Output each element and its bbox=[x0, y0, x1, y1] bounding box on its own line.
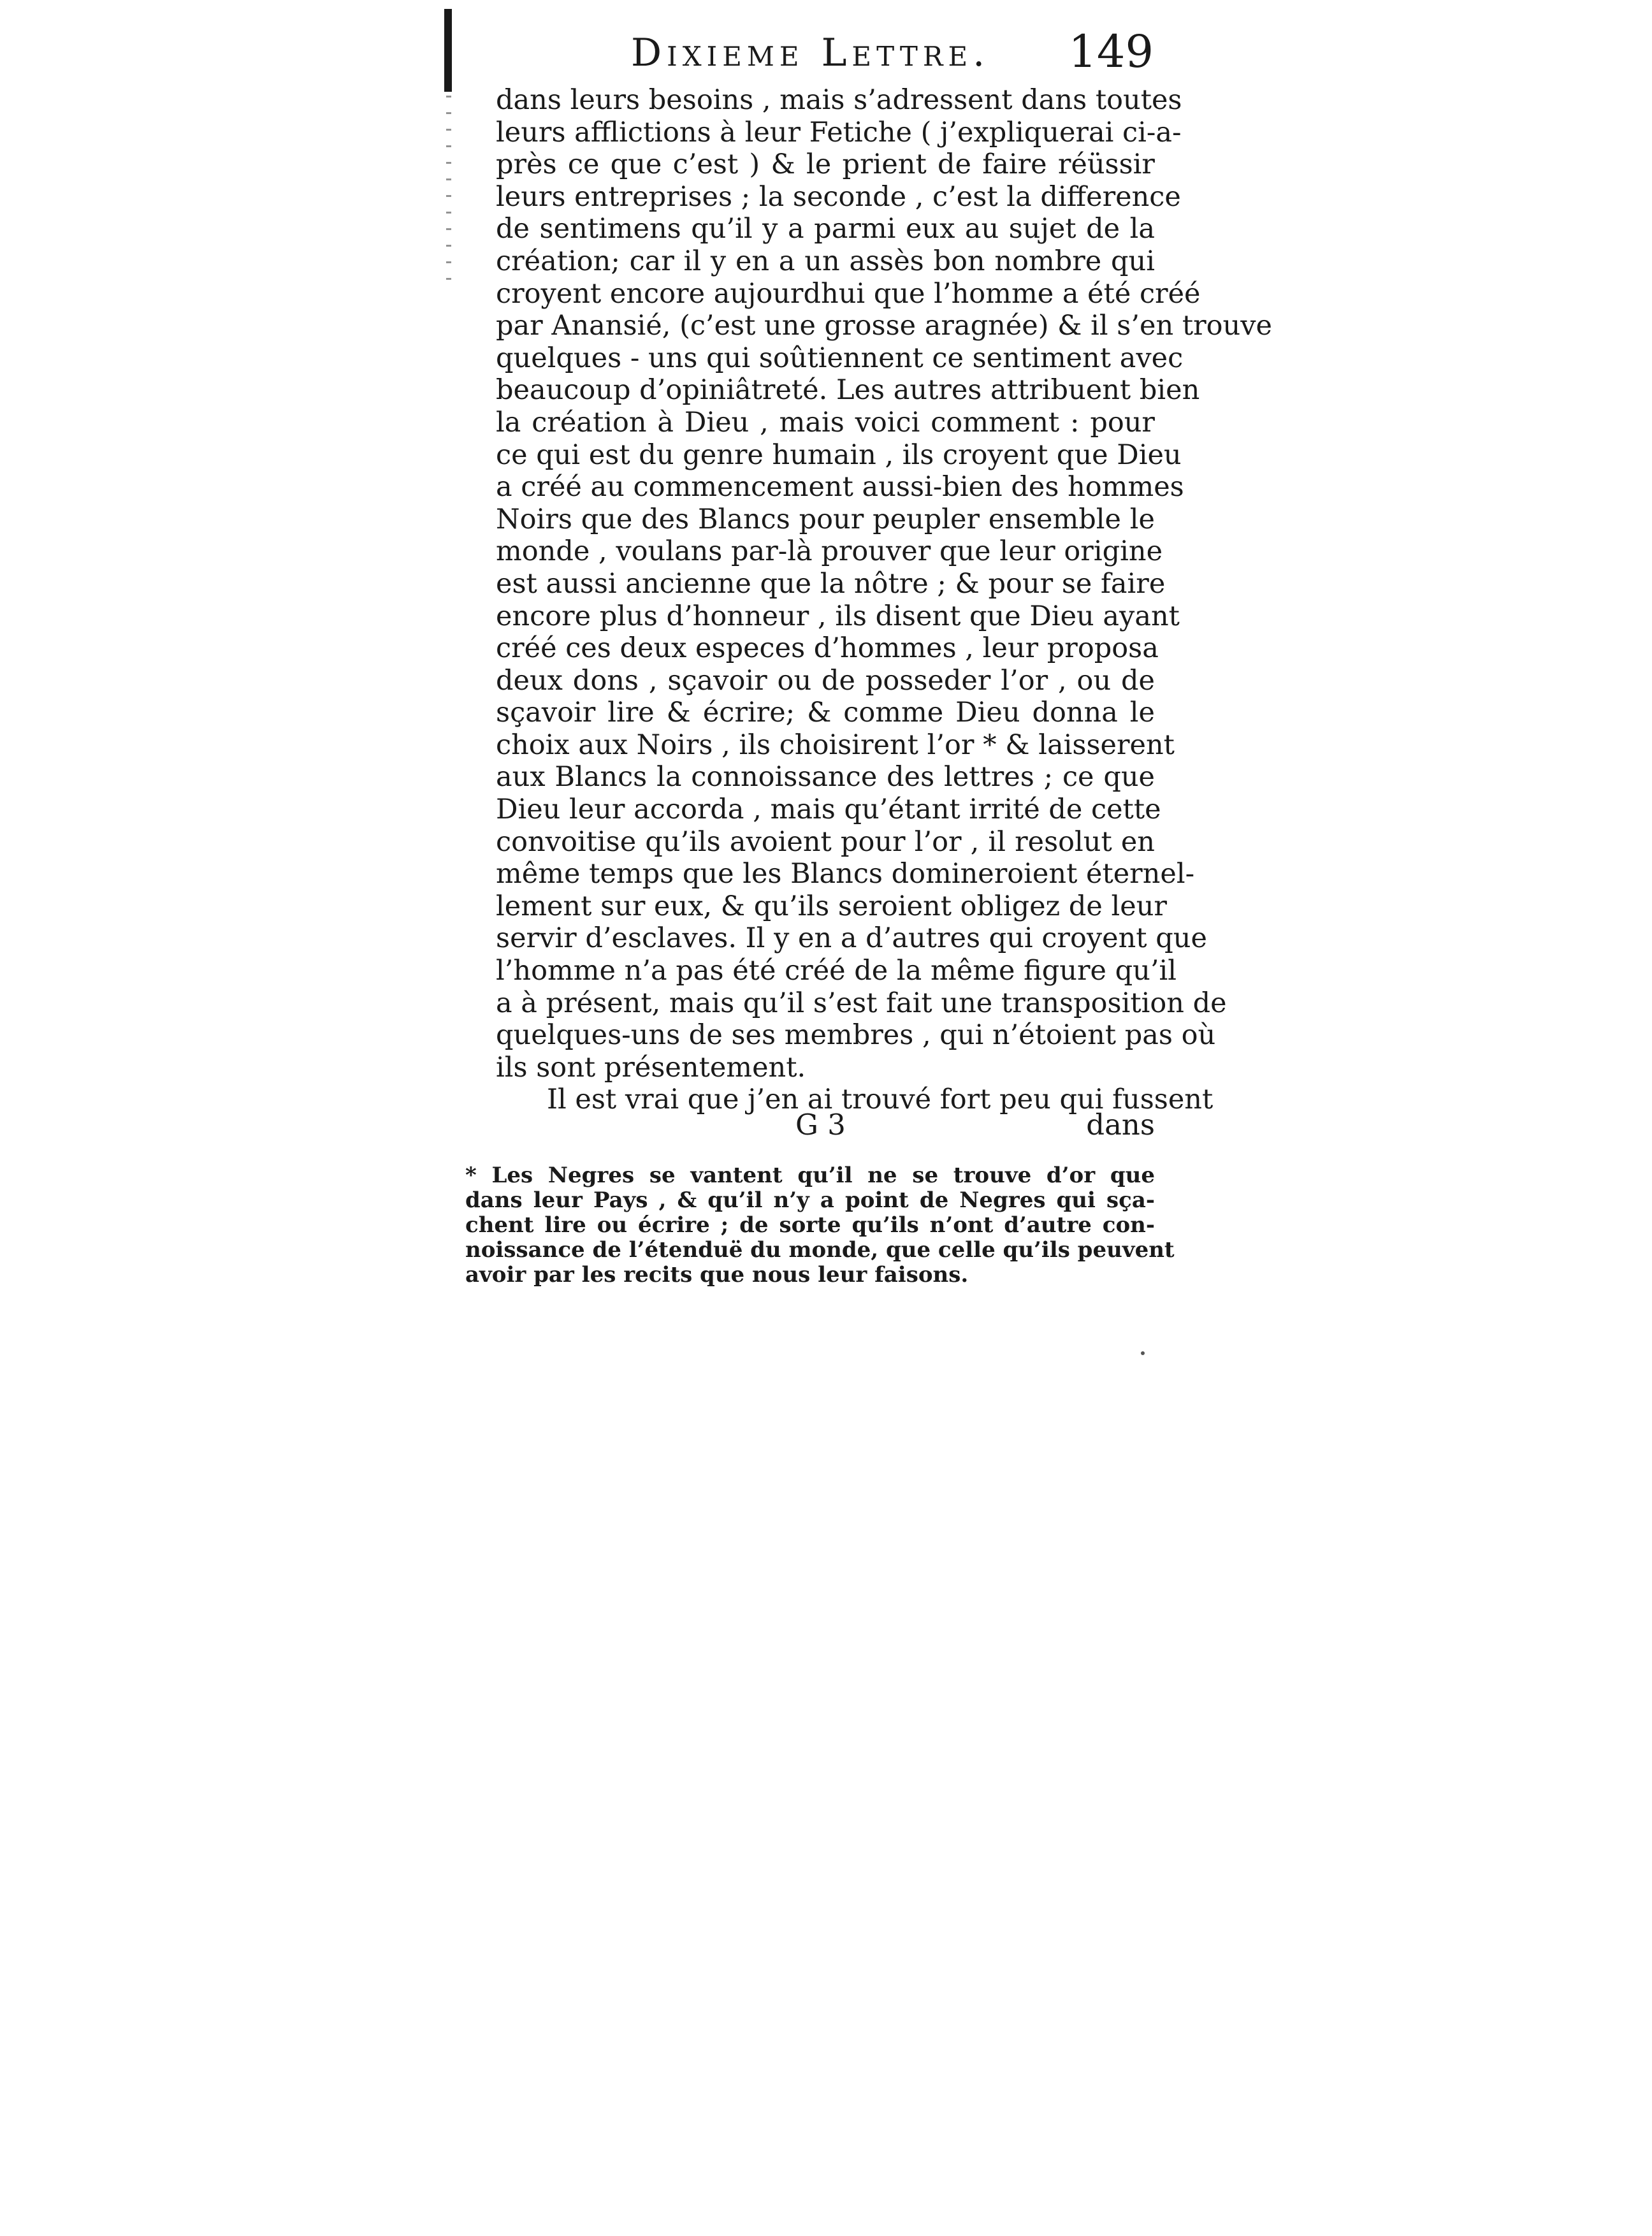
page-footer bbox=[496, 1108, 1155, 1146]
body-line: Il est vrai que j’en ai trouvé fort peu qui fussent bbox=[547, 1084, 1214, 1116]
body-line: de sentimens qu’il y a parmi eux au sujet de la bbox=[496, 213, 1155, 245]
footnote-line: avoir par les recits que nous leur faisons. bbox=[465, 1262, 969, 1288]
running-title: Dixieme Lettre. bbox=[631, 31, 990, 75]
footnote-line: chent lire ou écrire ; de sorte qu’ils n’ont d’autre con- bbox=[465, 1212, 1155, 1238]
margin-specks bbox=[446, 96, 451, 280]
body-line: aux Blancs la connoissance des lettres ; ce que bbox=[496, 761, 1155, 794]
body-line: créé ces deux especes d’hommes , leur proposa bbox=[496, 632, 1159, 665]
footnote-line: noissance de l’étenduë du monde, que celle qu’ils peuvent bbox=[465, 1237, 1175, 1263]
body-line: par Anansié, (c’est une grosse aragnée) & il s’en trouve bbox=[496, 310, 1272, 342]
body-line: Noirs que des Blancs pour peupler ensemble le bbox=[496, 503, 1155, 535]
body-line: ils sont présentement. bbox=[496, 1051, 806, 1084]
body-line: croyent encore aujourdhui que l’homme a été créé bbox=[496, 277, 1201, 310]
body-line: l’homme n’a pas été créé de la même figure qu’il bbox=[496, 955, 1177, 987]
signature-mark: G 3 bbox=[795, 1108, 846, 1142]
body-line: création; car il y en a un assès bon nombre qui bbox=[496, 245, 1155, 277]
page-number: 149 bbox=[1068, 25, 1154, 78]
body-line: ce qui est du genre humain , ils croyent que Dieu bbox=[496, 439, 1182, 471]
body-line: quelques - uns qui soûtiennent ce sentiment avec bbox=[496, 342, 1184, 374]
body-line: quelques-uns de ses membres , qui n’étoient pas où bbox=[496, 1019, 1216, 1052]
catchword: dans bbox=[1086, 1108, 1155, 1142]
footnote bbox=[465, 1163, 1175, 1288]
body-line: a à présent, mais qu’il s’est fait une transposition de bbox=[496, 987, 1227, 1019]
body-line: Dieu leur accorda , mais qu’étant irrité de cette bbox=[496, 794, 1161, 826]
body-text bbox=[496, 84, 1272, 1116]
body-line: monde , voulans par-là prouver que leur origine bbox=[496, 535, 1163, 568]
body-line: même temps que les Blancs domineroient éternel- bbox=[496, 858, 1195, 890]
body-line: leurs afflictions à leur Fetiche ( j’expliquerai ci-a- bbox=[496, 116, 1182, 149]
body-line: beaucoup d’opiniâtreté. Les autres attribuent bien bbox=[496, 374, 1200, 407]
footnote-line: dans leur Pays , & qu’il n’y a point de Negres qui sça- bbox=[465, 1187, 1155, 1213]
body-line: convoitise qu’ils avoient pour l’or , il resolut en bbox=[496, 825, 1155, 858]
body-line: est aussi ancienne que la nôtre ; & pour se faire bbox=[496, 567, 1166, 600]
body-line: sçavoir lire & écrire; & comme Dieu donna le bbox=[496, 697, 1155, 729]
ink-speck bbox=[1141, 1351, 1145, 1355]
body-line: deux dons , sçavoir ou de posseder l’or , ou de bbox=[496, 664, 1155, 697]
body-line: près ce que c’est ) & le prient de faire réüssir bbox=[496, 149, 1155, 181]
body-line: leurs entreprises ; la seconde , c’est la difference bbox=[496, 180, 1181, 213]
margin-rule bbox=[444, 9, 452, 92]
body-line: servir d’esclaves. Il y en a d’autres qui croyent que bbox=[496, 922, 1207, 955]
body-line: la création à Dieu , mais voici comment : pour bbox=[496, 406, 1155, 439]
page-header bbox=[631, 24, 1154, 88]
body-line: dans leurs besoins , mais s’adressent dans toutes bbox=[496, 84, 1182, 116]
body-line: choix aux Noirs , ils choisirent l’or * & laisserent bbox=[496, 729, 1175, 761]
body-line: a créé au commencement aussi-bien des hommes bbox=[496, 471, 1184, 504]
body-line: lement sur eux, & qu’ils seroient obligez de leur bbox=[496, 890, 1167, 922]
footnote-line: * Les Negres se vantent qu’il ne se trouve d’or que bbox=[465, 1163, 1155, 1188]
body-line: encore plus d’honneur , ils disent que Dieu ayant bbox=[496, 600, 1180, 632]
